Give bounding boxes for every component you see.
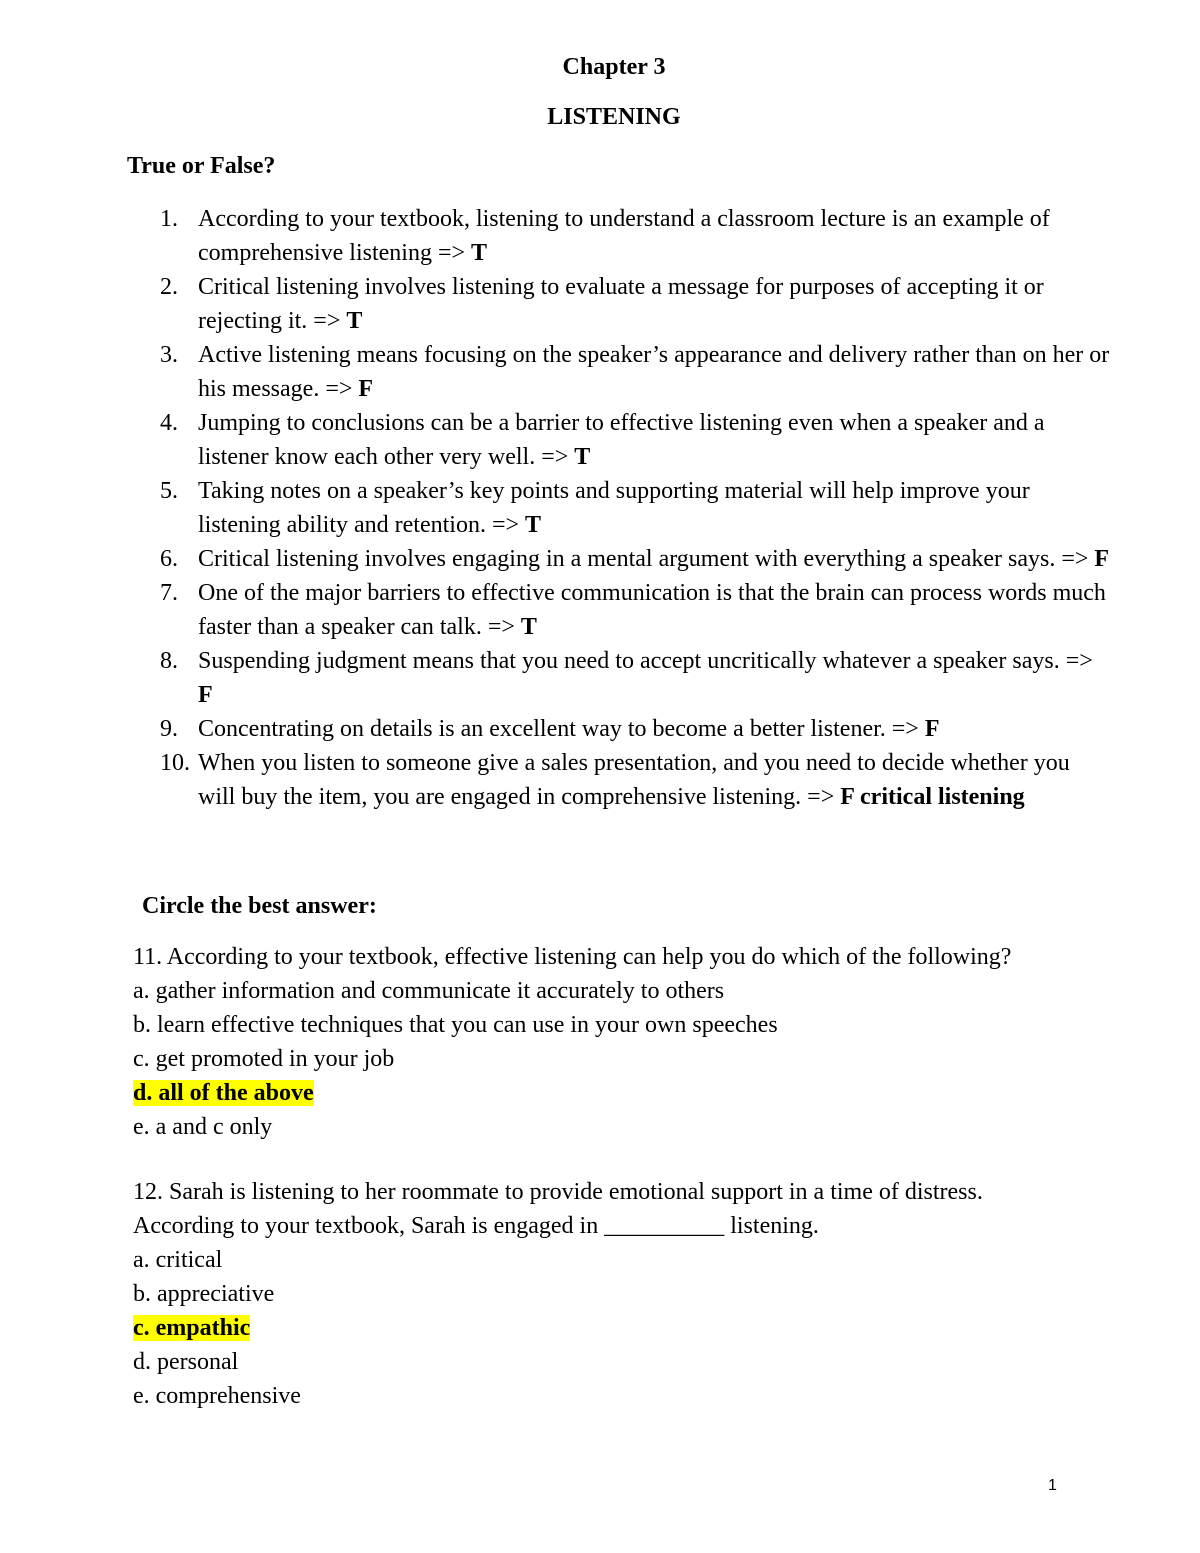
tf-item-text: Concentrating on details is an excellent way to become a better listener. => [198,716,925,742]
tf-item-answer: F [358,376,374,402]
tf-item-answer: F [1094,546,1110,572]
tf-item-6 [160,542,1110,576]
tf-item-1 [160,202,1110,270]
chapter-title: Chapter 3 [562,54,666,80]
option-e [133,1379,1133,1413]
question-12 [133,1175,1133,1413]
tf-item-text: When you listen to someone give a sales presentation, and you need to decide whether you will buy the item, you are engaged in comprehensive listening. => [198,750,1070,810]
page-number: 1 [1048,1477,1057,1494]
question-stem: 11. According to your textbook, effective listening can help you do which of the following? [133,944,1012,970]
tf-item-text: According to your textbook, listening to understand a classroom lecture is an example of comprehensive listening => [198,206,1050,266]
option-e [133,1110,1133,1144]
option-text: a. gather information and communicate it accurately to others [133,978,725,1004]
tf-item-text: Critical listening involves engaging in a mental argument with everything a speaker says. => [198,546,1095,572]
tf-item-text: Jumping to conclusions can be a barrier to effective listening even when a speaker and a listener know each other very well. => [198,410,1045,470]
option-text: b. learn effective techniques that you can use in your own speeches [133,1012,778,1038]
question-stem-line-2: According to your textbook, Sarah is engaged in __________ listening. [133,1213,819,1239]
option-d [133,1345,1133,1379]
tf-item-answer: T [525,512,542,538]
tf-item-answer: T [346,308,363,334]
tf-item-number: 10. [160,750,190,776]
tf-item-text: Suspending judgment means that you need to accept uncritically whatever a speaker says. => [198,648,1093,674]
tf-item-text: Active listening means focusing on the speaker’s appearance and delivery rather than on her or his message. => [198,342,1110,402]
highlighted-answer: c. empathic [133,1315,251,1341]
option-c-correct [133,1311,1133,1345]
tf-item-answer: F [924,716,940,742]
tf-item-number: 9. [160,716,178,742]
tf-item-text: Taking notes on a speaker’s key points and supporting material will help improve your listening ability and retention. => [198,478,1030,538]
tf-item-correction: critical listening [854,784,1025,810]
option-text: b. appreciative [133,1281,275,1307]
option-a [133,974,1133,1008]
tf-item-9 [160,712,1110,746]
tf-item-2 [160,270,1110,338]
true-false-heading: True or False? [127,153,276,179]
tf-item-answer: T [520,614,537,640]
question-stem-line-1: 12. Sarah is listening to her roommate to provide emotional support in a time of distress. [133,1179,983,1205]
question-11 [133,940,1133,1144]
tf-item-number: 2. [160,274,178,300]
option-d-correct [133,1076,1133,1110]
highlighted-answer: d. all of the above [133,1080,314,1106]
tf-item-answer: F [198,682,213,708]
tf-item-answer: T [471,240,488,266]
tf-item-number: 4. [160,410,178,436]
option-text: e. comprehensive [133,1383,301,1409]
tf-item-number: 5. [160,478,178,504]
option-c [133,1042,1133,1076]
tf-item-3 [160,338,1110,406]
tf-item-4 [160,406,1110,474]
option-text: e. a and c only [133,1114,273,1140]
tf-item-10 [160,746,1110,814]
multiple-choice-heading: Circle the best answer: [142,893,377,919]
tf-item-text: Critical listening involves listening to evaluate a message for purposes of accepting it or rejecting it. => [198,274,1044,334]
tf-item-number: 8. [160,648,178,674]
tf-item-number: 7. [160,580,178,606]
tf-item-number: 6. [160,546,178,572]
true-false-list [160,202,1110,814]
tf-item-7 [160,576,1110,644]
option-text: a. critical [133,1247,223,1273]
tf-item-answer: F [840,784,855,810]
option-a [133,1243,1133,1277]
tf-item-8 [160,644,1110,712]
tf-item-number: 3. [160,342,178,368]
option-b [133,1008,1133,1042]
tf-item-answer: T [574,444,591,470]
option-b [133,1277,1133,1311]
tf-item-number: 1. [160,206,178,232]
topic-title: LISTENING [547,104,681,130]
option-text: d. personal [133,1349,239,1375]
tf-item-5 [160,474,1110,542]
tf-item-text: One of the major barriers to effective communication is that the brain can process words much faster than a speaker can talk. => [198,580,1106,640]
option-text: c. get promoted in your job [133,1046,395,1072]
